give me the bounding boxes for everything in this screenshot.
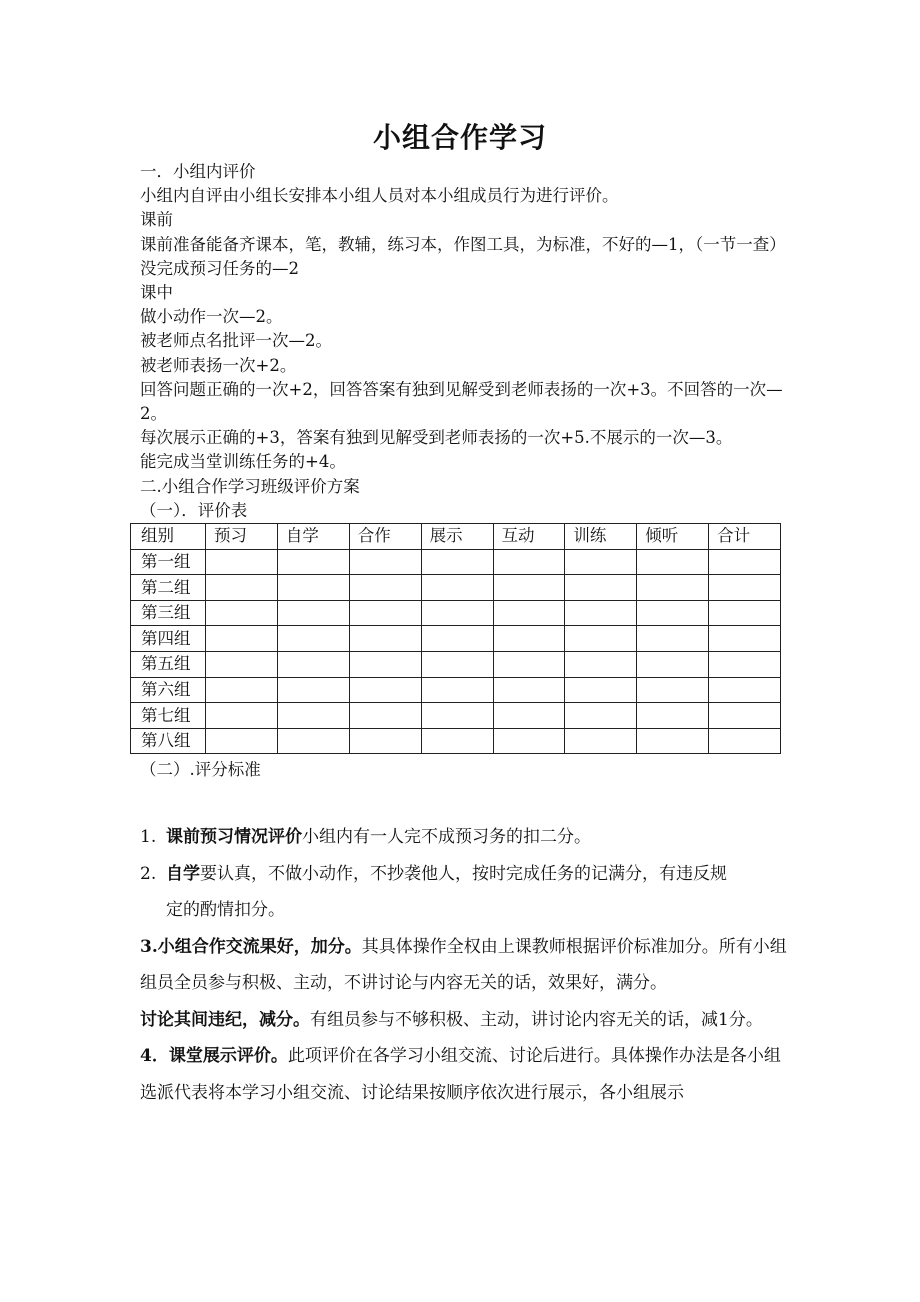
table-cell [493,728,565,754]
table-cell [565,549,637,575]
table-cell [637,703,709,729]
table-cell [421,626,493,652]
standard-item-1 [140,819,790,856]
header-cell: 训练 [565,524,637,550]
header-cell: 合作 [349,524,421,550]
table-cell [421,652,493,678]
header-cell: 倾听 [637,524,709,550]
section-heading-2: 二.小组合作学习班级评价方案 [140,476,360,496]
row-label: 第三组 [131,600,206,626]
item-text: 要认真，不做小动作，不抄袭他人，按时完成任务的记满分，有违反规 [200,863,727,884]
intro-line: 每次展示正确的+3，答案有独到见解受到老师表扬的一次+5.不展示的一次—3。 [140,428,733,448]
intro-line: 做小动作一次—2。 [140,307,283,327]
table-cell [349,728,421,754]
table-cell [277,549,349,575]
row-label: 第一组 [131,549,206,575]
table-cell [206,677,278,703]
table-cell [277,626,349,652]
item-number: 2. [140,863,157,884]
intro-line: 没完成预习任务的—2 [140,258,299,278]
table-cell [565,626,637,652]
table-cell [349,575,421,601]
section-heading-1: 一．小组内评价 [140,162,256,181]
table-cell [709,549,781,575]
table-cell [421,703,493,729]
table-cell [709,626,781,652]
table-cell [493,703,565,729]
header-cell: 展示 [421,524,493,550]
table-row [131,652,781,678]
table-cell [277,728,349,754]
table-cell [349,626,421,652]
item-bold: 讨论其间违纪，减分。 [140,1009,310,1030]
table-row [131,549,781,575]
row-label: 第五组 [131,652,206,678]
header-cell: 自学 [277,524,349,550]
header-cell: 合计 [709,524,781,550]
standards-heading: （二）.评分标准 [140,760,261,780]
table-cell [421,728,493,754]
table-cell [637,575,709,601]
table-cell [277,677,349,703]
table-cell [637,600,709,626]
item-text: 此项评价在各学习小组交流、讨论后进行。具体操作办法是各小组选派代表将本学习小组交流、讨论结果按顺序依次进行展示，各小组展示 [140,1046,781,1103]
intro-line: 课中 [140,283,173,303]
table-cell [206,575,278,601]
item-bold: 课前预习情况评价 [166,827,302,847]
table-cell [206,549,278,575]
table-cell [349,652,421,678]
table-header-row [131,524,781,550]
table-cell [709,652,781,678]
subsection-heading: （一）．评价表 [140,500,248,520]
row-label: 第六组 [131,677,206,703]
table-cell [206,626,278,652]
table-cell [493,549,565,575]
table-cell [493,600,565,626]
table-cell [493,652,565,678]
table-cell [421,575,493,601]
row-label: 第八组 [131,728,206,754]
table-cell [709,728,781,754]
item-number: 1. [140,827,157,847]
page-title: 小组合作学习 [372,121,547,154]
table-cell [349,549,421,575]
standard-item-3b [140,1002,790,1039]
item-text: 小组内有一人完不成预习务的扣二分。 [302,827,591,847]
table-cell [565,600,637,626]
table-cell [206,600,278,626]
table-cell [277,600,349,626]
header-cell: 预习 [206,524,278,550]
intro-line: 课前准备能备齐课本，笔，教辅，练习本，作图工具，为标准，不好的—1，（一节一查） [140,234,786,254]
standards-section [140,819,790,1111]
header-cell: 组别 [131,524,206,550]
table-cell [709,600,781,626]
table-row [131,626,781,652]
item-bold: 3.小组合作交流果好，加分。 [140,936,362,957]
intro-section [140,160,790,783]
item-text: 其具体操作全权由上课教师根据评价标准加分。所有小组组员全员参与积极、主动，不讲讨论与内容无关的话，效果好，满分。 [140,936,787,993]
item-bold: 4．课堂展示评价。 [140,1046,288,1066]
intro-line: 课前 [140,210,173,230]
evaluation-table [130,523,781,754]
table-cell [565,575,637,601]
table-cell [637,626,709,652]
table-cell [206,652,278,678]
table-cell [349,600,421,626]
item-text: 有组员参与不够积极、主动，讲讨论内容无关的话，减1分。 [310,1009,763,1030]
table-cell [709,575,781,601]
intro-line: 回答问题正确的一次+2，回答答案有独到见解受到老师表扬的一次+3。不回答的一次—2。 [140,379,783,424]
table-cell [637,728,709,754]
table-row [131,600,781,626]
table-cell [421,600,493,626]
table-cell [277,703,349,729]
table-cell [637,549,709,575]
intro-line: 能完成当堂训练任务的+4。 [140,452,346,472]
standard-item-4 [140,1038,790,1111]
table-cell [493,677,565,703]
row-label: 第四组 [131,626,206,652]
table-cell [349,703,421,729]
intro-line: 被老师表扬一次+2。 [140,355,297,375]
table-cell [493,626,565,652]
table-cell [277,652,349,678]
row-label: 第二组 [131,575,206,601]
row-label: 第七组 [131,703,206,729]
table-cell [637,652,709,678]
table-row [131,677,781,703]
table-cell [565,652,637,678]
table-cell [493,575,565,601]
table-row [131,703,781,729]
table-cell [421,549,493,575]
intro-line: 被老师点名批评一次—2。 [140,331,332,351]
intro-line: 小组内自评由小组长安排本小组人员对本小组成员行为进行评价。 [140,186,619,206]
table-cell [206,703,278,729]
table-cell [565,703,637,729]
header-cell: 互动 [493,524,565,550]
standard-item-2-cont: 定的酌情扣分。 [166,900,285,920]
table-row [131,728,781,754]
table-cell [277,575,349,601]
table-cell [637,677,709,703]
item-bold: 自学 [166,863,200,884]
table-cell [206,728,278,754]
table-cell [709,677,781,703]
standard-item-2 [140,856,790,893]
table-cell [565,728,637,754]
table-cell [709,703,781,729]
table-cell [565,677,637,703]
table-cell [421,677,493,703]
standard-item-3 [140,929,790,1002]
table-row [131,575,781,601]
table-cell [349,677,421,703]
